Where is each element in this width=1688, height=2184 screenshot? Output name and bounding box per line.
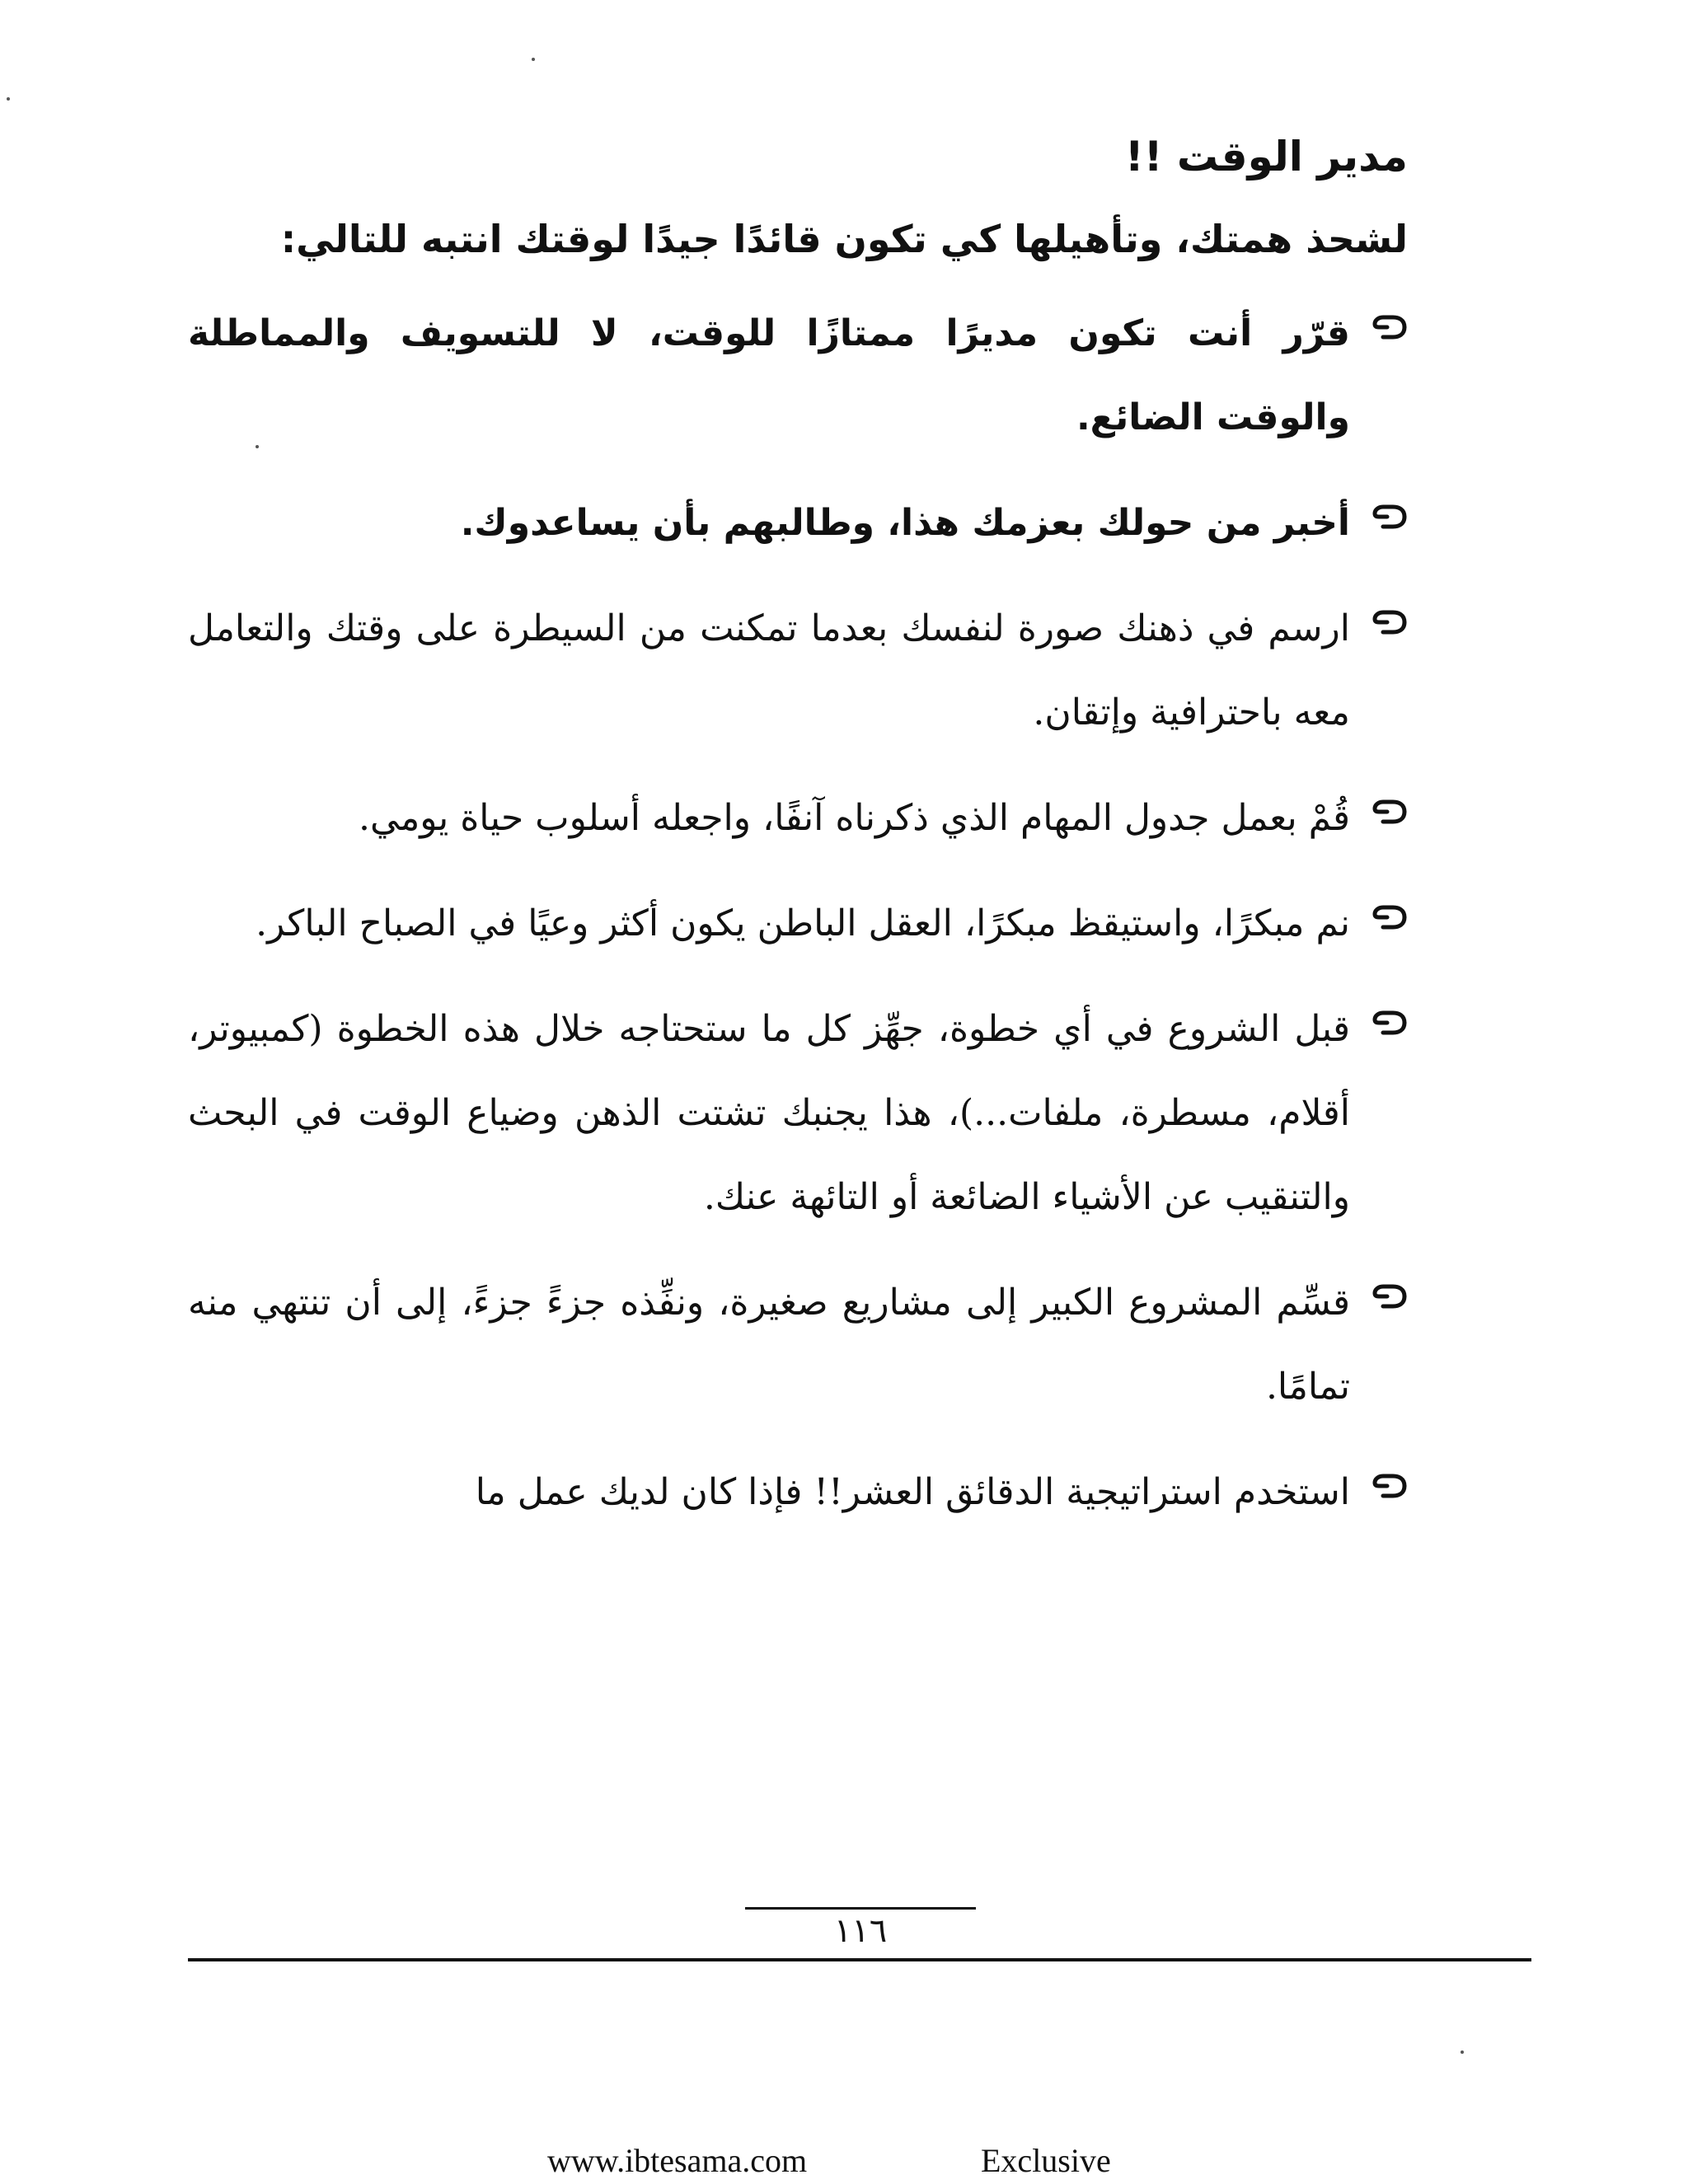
list-item: [188, 1451, 1408, 1535]
hand-pointing-icon: [1372, 610, 1408, 635]
footer-tag: Exclusive: [981, 2142, 1111, 2179]
bullet-text: قبل الشروع في أي خطوة، جهِّز كل ما ستحتاجه خلال هذه الخطوة (كمبيوتر، أقلام، مسطرة، ملفات...)، هذا يجنبك تشتت الذهن وضياع الوقت في البحث والتنقيب عن الأشياء الضائعة أو التائهة عنك.: [188, 1008, 1350, 1218]
bullet-text: ارسم في ذهنك صورة لنفسك بعدما تمكنت من السيطرة على وقتك والتعامل معه باحترافية وإتقان.: [188, 607, 1350, 733]
list-item: [188, 987, 1408, 1240]
bullet-text: أخبر من حولك بعزمك هذا، وطالبهم بأن يساعدوك.: [460, 502, 1350, 544]
list-item: [188, 882, 1408, 966]
scan-speck: [256, 445, 259, 448]
list-item: [188, 776, 1408, 860]
page-number: ١١٦: [833, 1912, 888, 1950]
hand-pointing-icon: [1372, 905, 1408, 930]
bullet-text: قسِّم المشروع الكبير إلى مشاريع صغيرة، ونفِّذه جزءً جزءً، إلى أن تنتهي منه تمامًا.: [188, 1282, 1350, 1408]
bullet-text: نم مبكرًا، واستيقظ مبكرًا، العقل الباطن يكون أكثر وعيًا في الصباح الباكر.: [256, 902, 1350, 944]
page-content: [188, 124, 1408, 1556]
list-item: [188, 587, 1408, 755]
footer-divider: [188, 1958, 1531, 1961]
hand-pointing-icon: [1372, 1010, 1408, 1035]
bullet-text: قُمْ بعمل جدول المهام الذي ذكرناه آنفًا، واجعله أسلوب حياة يومي.: [359, 797, 1350, 839]
intro-paragraph: لشحذ همتك، وتأهيلها كي تكون قائدًا جيدًا لوقتك انتبه للتالي:: [280, 217, 1408, 261]
hand-pointing-icon: [1372, 1284, 1408, 1309]
list-item: [188, 292, 1408, 460]
hand-pointing-icon: [1372, 504, 1408, 529]
section-title: مدير الوقت !!: [1124, 133, 1408, 180]
bullet-text: استخدم استراتيجية الدقائق العشر!! فإذا كان لديك عمل ما: [475, 1471, 1350, 1513]
bullet-list: [188, 292, 1408, 1535]
hand-pointing-icon: [1372, 315, 1408, 340]
hand-pointing-icon: [1372, 799, 1408, 824]
scan-speck: [532, 58, 535, 61]
list-item: [188, 481, 1408, 565]
scan-speck: [7, 97, 10, 101]
hand-pointing-icon: [1372, 1474, 1408, 1498]
footer-website: www.ibtesama.com: [547, 2142, 808, 2179]
scan-speck: [1461, 2050, 1464, 2054]
list-item: [188, 1261, 1408, 1429]
bullet-text: قرّر أنت تكون مديرًا ممتازًا للوقت، لا للتسويف والمماطلة والوقت الضائع.: [188, 312, 1350, 438]
page-number-rule: [745, 1907, 976, 1910]
